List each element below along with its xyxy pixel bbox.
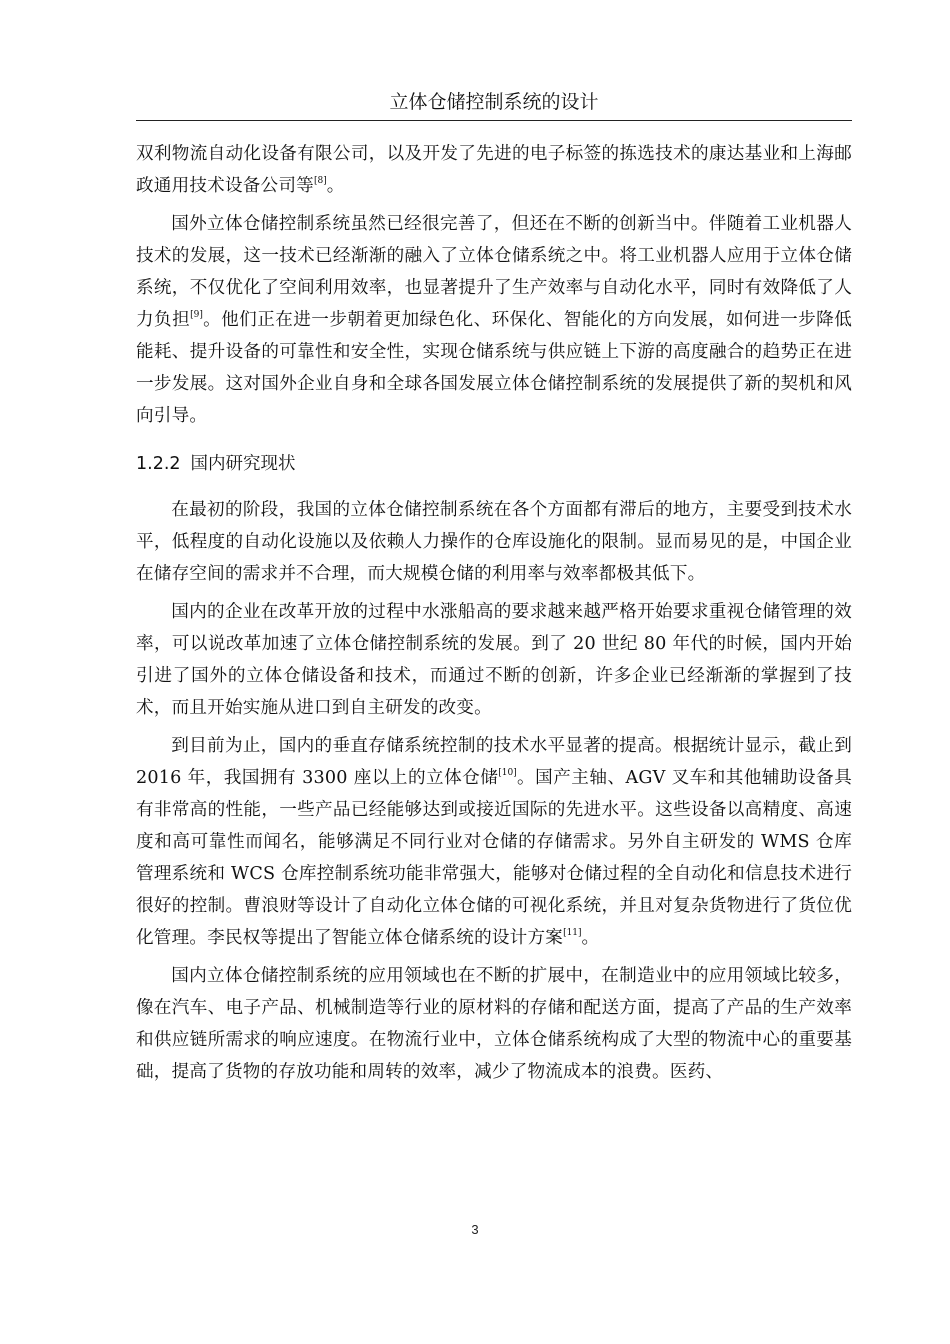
document-body [136, 138, 852, 1088]
section-heading [136, 450, 852, 478]
section-number: 1.2.2 [136, 454, 181, 474]
page-number: 3 [471, 1222, 479, 1237]
section-title: 国内研究现状 [190, 454, 296, 474]
paragraph: 双利物流自动化设备有限公司，以及开发了先进的电子标签的拣选技术的康达基业和上海邮政通用技术设备公司等[8]。 [136, 144, 852, 196]
citation: [10] [498, 768, 517, 778]
citation: [9] [190, 310, 203, 320]
citation: [8] [313, 176, 327, 186]
header-title: 立体仓储控制系统的设计 [389, 91, 599, 113]
paragraph: 国外立体仓储控制系统虽然已经很完善了，但还在不断的创新当中。伴随着工业机器人技术的发展，这一技术已经渐渐的融入了立体仓储系统之中。将工业机器人应用于立体仓储系统，不仅优化了空间利用效率，也显著提升了生产效率与自动化水平，同时有效降低了人力负担[9]。他们正在进一步朝着更加绿色化、环保化、智能化的方向发展，如何进一步降低能耗、提升设备的可靠性和安全性，实现仓储系统与供应链上下游的高度融合的趋势正在进一步发展。这对国外企业自身和全球各国发展立体仓储控制系统的发展提供了新的契机和风向引导。 [136, 214, 852, 426]
paragraph: 在最初的阶段，我国的立体仓储控制系统在各个方面都有滞后的地方，主要受到技术水平，低程度的自动化设施以及依赖人力操作的仓库设施化的限制。显而易见的是，中国企业在储存空间的需求并不合理，而大规模仓储的利用率与效率都极其低下。 [136, 500, 852, 584]
page-header [136, 88, 852, 121]
paragraph: 国内立体仓储控制系统的应用领域也在不断的扩展中，在制造业中的应用领域比较多，像在汽车、电子产品、机械制造等行业的原材料的存储和配送方面，提高了产品的生产效率和供应链所需求的响应速度。在物流行业中，立体仓储系统构成了大型的物流中心的重要基础，提高了货物的存放功能和周转的效率，减少了物流成本的浪费。医药、 [136, 966, 852, 1082]
citation: [11] [563, 928, 582, 938]
paragraph: 到目前为止，国内的垂直存储系统控制的技术水平显著的提高。根据统计显示，截止到 2016 年，我国拥有 3300 座以上的立体仓储[10]。国产主轴、AGV 叉车和其他辅助设备具有非常高的性能，一些产品已经能够达到或接近国际的先进水平。这些设备以高精度、高速度和高可靠性而闻名，能够满足不同行业对仓储的存储需求。另外自主研发的 WMS 仓库管理系统和 WCS 仓库控制系统功能非常强大，能够对仓储过程的全自动化和信息技术进行很好的控制。曹浪财等设计了自动化立体仓储的可视化系统，并且对复杂货物进行了货位优化管理。李民权等提出了智能立体仓储系统的设计方案[11]。 [136, 736, 852, 948]
paragraph: 国内的企业在改革开放的过程中水涨船高的要求越来越严格开始要求重视仓储管理的效率，可以说改革加速了立体仓储控制系统的发展。到了 20 世纪 80 年代的时候，国内开始引进了国外的立体仓储设备和技术，而通过不断的创新，许多企业已经渐渐的掌握到了技术，而且开始实施从进口到自主研发的改变。 [136, 602, 852, 718]
